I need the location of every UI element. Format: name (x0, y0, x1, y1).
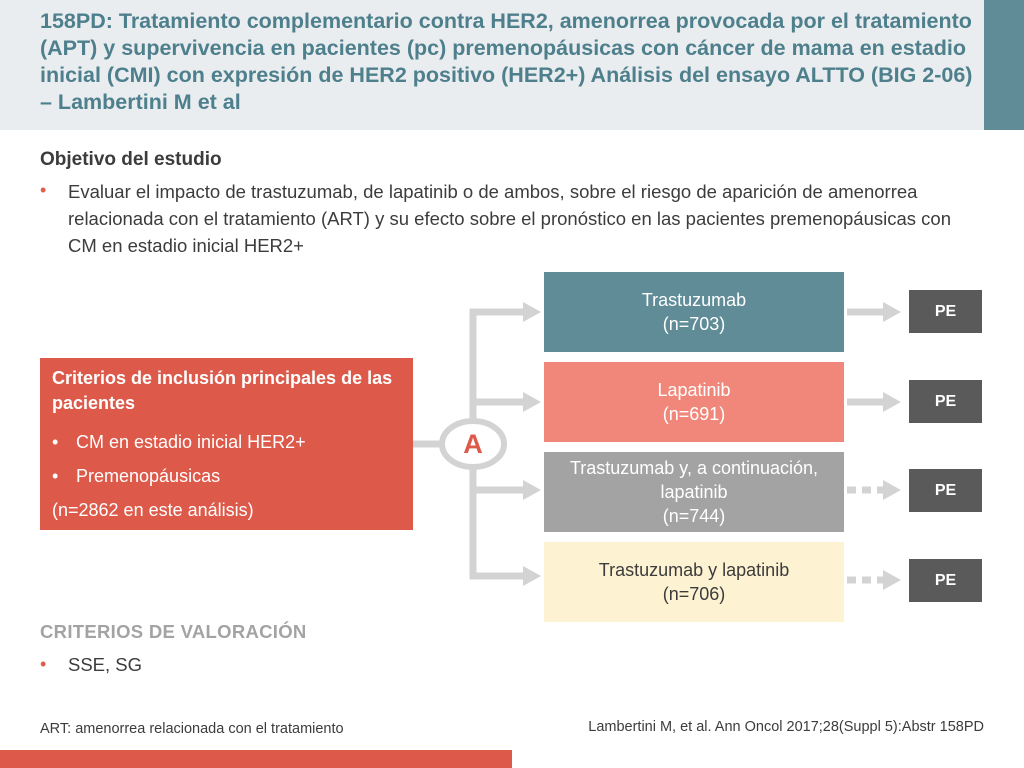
outcome-box-1: PE (909, 290, 982, 333)
inclusion-item: • CM en estadio inicial HER2+ (52, 432, 306, 452)
footnote: ART: amenorrea relacionada con el tratamiento (40, 721, 344, 737)
arm-lapatinib (544, 362, 844, 442)
arrow-head-icon (883, 480, 901, 500)
inclusion-item: • Premenopáusicas (52, 466, 221, 486)
arm-name: Trastuzumab y, a continuación, lapatinib (569, 458, 819, 502)
arm-name: Trastuzumab (641, 290, 747, 310)
outcome-box-3: PE (909, 469, 982, 512)
bullet-icon: • (40, 654, 47, 674)
arm-name: Lapatinib (657, 380, 731, 400)
outcome-box-4: PE (909, 559, 982, 602)
arrow-head-icon (523, 392, 541, 412)
bottom-accent-bar (0, 750, 512, 768)
objective-text: Evaluar el impacto de trastuzumab, de lapatinib o de ambos, sobre el riesgo de aparición de amenorrea relacionada con el tratamiento (ART) y su efecto sobre el pronóstico en las pacientes premenopáusicas con CM en estadio inicial HER2+ (68, 181, 952, 256)
arrow-head-icon (883, 392, 901, 412)
arm-trastuzumab-and-lapatinib (544, 542, 844, 622)
arrow-head-icon (523, 566, 541, 586)
arm-n: (n=744) (662, 506, 726, 526)
arrow-head-icon (883, 570, 901, 590)
endpoints-heading: CRITERIOS DE VALORACIÓN (40, 621, 307, 642)
outcome-box-2: PE (909, 380, 982, 423)
arm-trastuzumab-then-lapatinib (544, 452, 844, 532)
objective-heading: Objetivo del estudio (40, 149, 222, 170)
outcome-arrows (847, 302, 901, 590)
arrow-head-icon (523, 302, 541, 322)
arm-n: (n=706) (662, 584, 726, 604)
endpoints-item: SSE, SG (68, 654, 143, 675)
arm-name: Trastuzumab y lapatinib (598, 560, 790, 580)
inclusion-sample-size: (n=2862 en este análisis) (52, 500, 254, 520)
bullet-icon: • (52, 466, 59, 486)
arm-n: (n=691) (662, 404, 726, 424)
arm-trastuzumab (544, 272, 844, 352)
inclusion-heading: Criterios de inclusión principales de las pacientes (52, 368, 393, 413)
arrow-head-icon (883, 302, 901, 322)
bullet-icon: • (52, 432, 59, 452)
randomization-label: A (463, 428, 483, 459)
arm-n: (n=703) (662, 314, 726, 334)
page-title: 158PD: Tratamiento complementario contra HER2, amenorrea provocada por el tratamiento (APT) y supervivencia en pacientes (pc) premenopáusicas con cáncer de mama en estadio inicial (CMI) con expresión de HER2 positivo (HER2+) Análisis del ensayo ALTTO (BIG 2-06) – Lambertini M et al (40, 9, 973, 114)
inclusion-criteria-box (40, 358, 413, 530)
bullet-icon: • (40, 180, 47, 200)
arrow-head-icon (523, 480, 541, 500)
reference: Lambertini M, et al. Ann Oncol 2017;28(Suppl 5):Abstr 158PD (588, 719, 984, 735)
